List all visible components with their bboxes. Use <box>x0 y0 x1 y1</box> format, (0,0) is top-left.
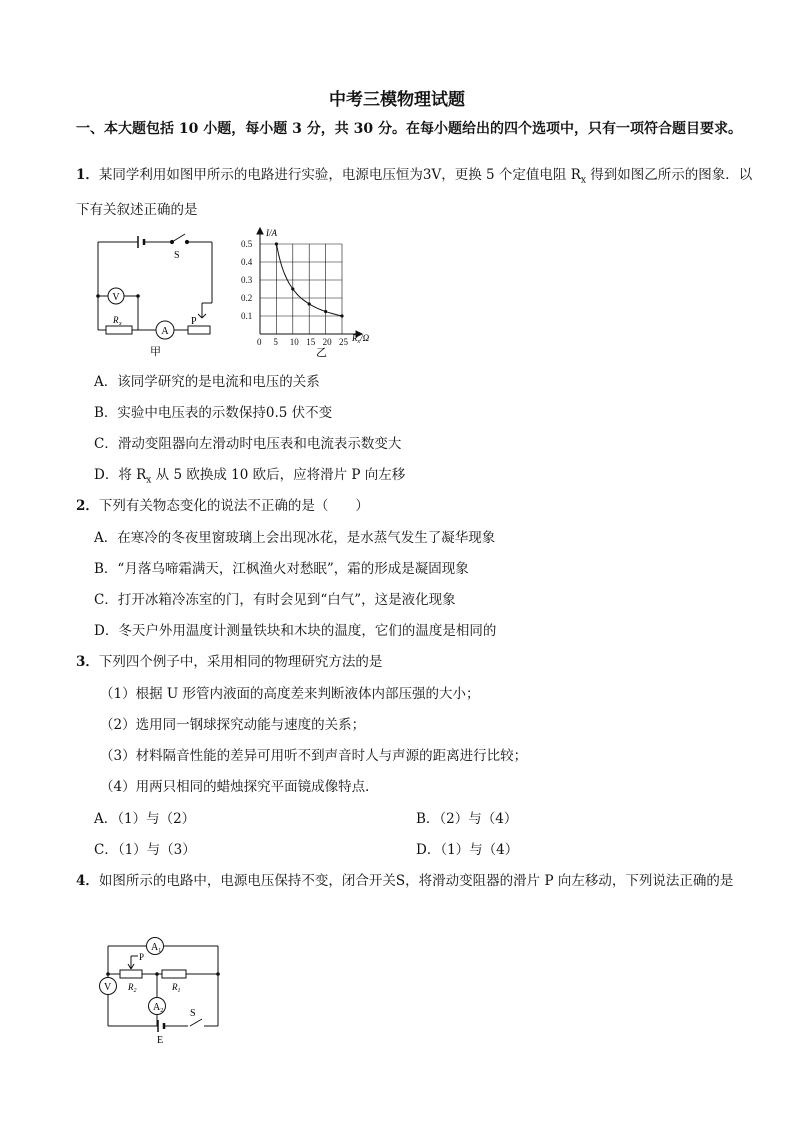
svg-text:P: P <box>191 316 197 327</box>
question-number: 2． <box>76 498 99 514</box>
x-tick-label: 15 <box>306 337 316 347</box>
q3-item-2: （2）选用同一钢球探究动能与速度的关系； <box>100 717 366 733</box>
q3-option-a: A．（1）与（2） <box>94 811 196 827</box>
svg-text:V: V <box>104 982 112 993</box>
q3-option-b: B．（2）与（4） <box>416 811 518 827</box>
x-axis-label: $R_x/\Omega$ <box>352 333 370 345</box>
svg-text:R1: $R_1$ <box>172 982 181 994</box>
data-point <box>291 287 294 290</box>
figure-caption: 乙 <box>316 347 327 359</box>
y-tick-label: 0.2 <box>241 293 253 303</box>
y-tick-label: 0.3 <box>241 275 253 285</box>
y-tick-label: 0.5 <box>241 239 253 249</box>
figure-yi-chart <box>240 224 390 362</box>
svg-text:R: R <box>113 315 119 325</box>
svg-text:V: V <box>112 292 120 303</box>
q3-option-d: D．（1）与（4） <box>416 842 519 858</box>
q2-option-a: A．在寒冷的冬夜里窗玻璃上会出现冰花，是水蒸气发生了凝华现象 <box>94 530 496 546</box>
question-number: 4． <box>76 873 99 889</box>
x-tick-label: 5 <box>273 337 278 347</box>
svg-text:A1: $A_1$ <box>151 942 162 954</box>
question-number: 3． <box>76 654 99 670</box>
question-2-stem: 2．下列有关物态变化的说法不正确的是（ ） <box>76 498 369 514</box>
section-heading: 一、本大题包括 10 小题，每小题 3 分，共 30 分。在每小题给出的四个选项中，只有一项符合题目要求。 <box>76 121 742 137</box>
question-1-stem: 1．某同学利用如图甲所示的电路进行实验，电源电压恒为3V，更换 5 个定值电阻 $R_x$ 得到如图乙所示的图象．以下有关叙述正确的是 <box>76 167 753 218</box>
data-point <box>275 242 278 245</box>
svg-text:A: A <box>161 326 169 337</box>
q1-option-d: D．将 $R_x$ 从 5 欧换成 10 欧后，应将滑片 P 向左移 <box>94 467 406 486</box>
x-tick-label: 10 <box>289 337 299 347</box>
q3-item-1: （1）根据 U 形管内液面的高度差来判断液体内部压强的大小； <box>100 686 480 702</box>
data-point <box>308 302 311 305</box>
svg-text:x: x <box>119 321 122 327</box>
question-4-stem: 4．如图所示的电路中，电源电压保持不变，闭合开关S，将滑动变阻器的滑片 P 向左移动，下列说法正确的是 <box>76 873 734 889</box>
question-4-circuit <box>94 936 228 1048</box>
svg-text:R2: $R_2$ <box>128 982 137 994</box>
y-axis-label: I/A <box>266 228 277 238</box>
question-number: 1． <box>76 167 99 183</box>
q3-item-4: （4）用两只相同的蜡烛探究平面镜成像特点． <box>100 779 379 795</box>
x-tick-label: 0 <box>257 337 262 347</box>
svg-text:E: E <box>157 1035 164 1046</box>
x-tick-label: 20 <box>322 337 332 347</box>
question-3-stem: 3．下列四个例子中，采用相同的物理研究方法的是 <box>76 654 383 670</box>
svg-text:S: S <box>190 1008 196 1019</box>
data-point <box>324 310 327 313</box>
page-title: 中考三模物理试题 <box>329 90 465 110</box>
y-tick-label: 0.4 <box>241 257 253 267</box>
svg-text:S: S <box>174 250 180 261</box>
svg-text:P: P <box>139 952 145 962</box>
x-tick-label: 25 <box>339 337 348 347</box>
figure-jia-circuit <box>88 228 228 363</box>
q1-option-c: C．滑动变阻器向左滑动时电压表和电流表示数变大 <box>94 436 402 452</box>
q2-option-d: D．冬天户外用温度计测量铁块和木块的温度，它们的温度是相同的 <box>94 623 497 639</box>
q3-option-c: C．（1）与（3） <box>94 842 196 858</box>
y-tick-label: 0.1 <box>241 311 253 321</box>
q2-option-b: B．“月落乌啼霜满天，江枫渔火对愁眠”，霜的形成是凝固现象 <box>94 561 469 577</box>
svg-text:A2: $A_2$ <box>153 1002 164 1014</box>
q1-option-a: A．该同学研究的是电流和电压的关系 <box>94 374 320 390</box>
data-point <box>340 314 343 317</box>
q3-item-3: （3）材料隔音性能的差异可用听不到声音时人与声源的距离进行比较； <box>100 748 528 764</box>
q2-option-c: C．打开冰箱冷冻室的门，有时会见到“白气”，这是液化现象 <box>94 592 456 608</box>
q1-option-b: B．实验中电压表的示数保持0.5 伏不变 <box>94 405 333 421</box>
y-axis-arrow <box>257 228 263 234</box>
figure-caption: 甲 <box>150 346 161 358</box>
